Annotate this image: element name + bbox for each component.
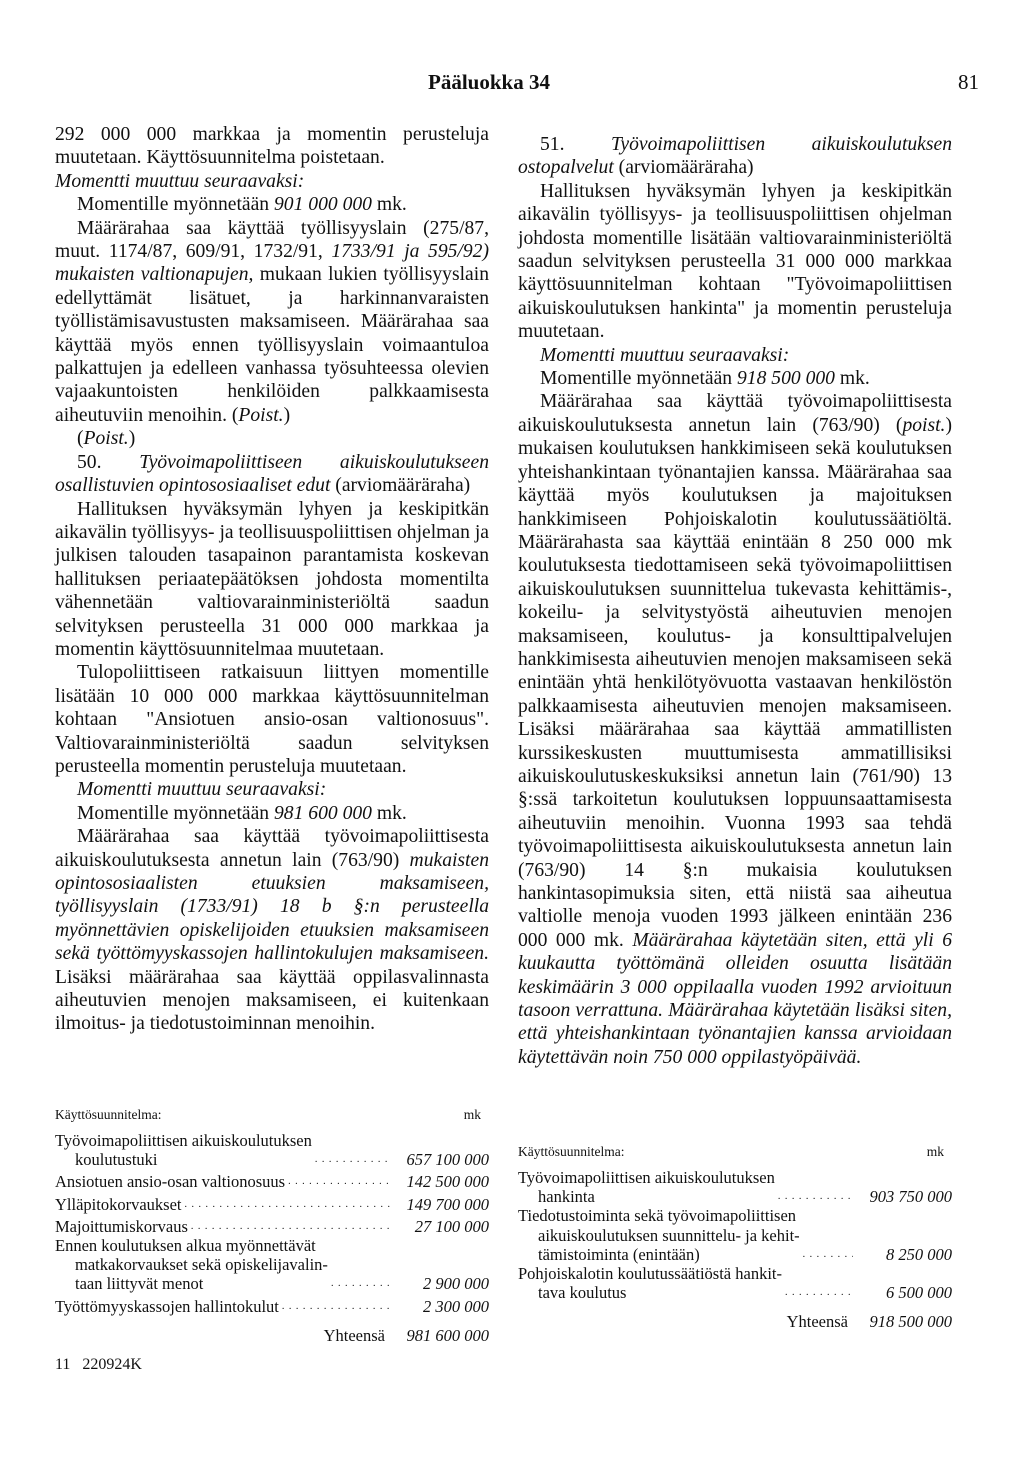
- table-row: Ylläpitokorvaukset . . . 149 700 000: [55, 1192, 489, 1214]
- paragraph: Määrärahaa saa käyttää työllisyyslain (275/87, muut. 1174/87, 609/91, 1732/91, 1733/91 ja 595/92) mukaisten valtionapujen, mukaan lukien työllisyyslain edellyttämät lisätuet, ja harkinnanvaraisten työllistämisavustusten maksamiseen. Määrärahaa saa käyttää myös ennen työllisyyslain voimaantuloa palkattujen ja edelleen vanhassa työsuhteessa olevien vajaakuntoisten henkilöiden palkkaamisesta aiheutuviin menoihin. (Poist.): [55, 217, 489, 426]
- table-row: Pohjoiskalotin koulutussäätiöstä hankit- tava koulutus . . . 6 500 000: [518, 1264, 952, 1302]
- print-code: 11 220924K: [55, 1356, 142, 1373]
- total-label: Yhteensä: [323, 1325, 385, 1345]
- table-row: Ennen koulutuksen alkua myönnettävät matkakorvaukset sekä opiskelijavalin- taan liittyvät menot . . . 2 900 000: [55, 1236, 489, 1294]
- table-heading: [518, 1142, 952, 1168]
- table-row: Työvoimapoliittisen aikuiskoulutuksen hankinta . . . 903 750 000: [518, 1168, 952, 1206]
- subheading: Momentti muuttuu seuraavaksi:: [540, 344, 790, 366]
- right-budget-table: [518, 1142, 952, 1332]
- table-value: 657 100 000: [406, 1150, 489, 1170]
- paragraph: (Poist.): [77, 428, 136, 450]
- page-number: 81: [958, 70, 979, 94]
- left-column: [55, 123, 489, 1036]
- table-value: 142 500 000: [406, 1172, 489, 1192]
- paragraph: Hallituksen hyväksymän lyhyen ja keskipitkän aikavälin työllisyys- ja teollisuuspoliittisen ohjelman johdosta momentille lisätään valtiovarainministeriöltä saadun selvityksen perusteella 31 000 000 markkaa käyttösuunnitelman kohtaan "Työvoimapoliittisen aikuiskoulutuksen hankinta" ja momentin perusteluja muutetaan.: [518, 180, 952, 343]
- table-heading-label: Käyttösuunnitelma:: [518, 1144, 625, 1159]
- table-unit: mk: [926, 1144, 944, 1159]
- table-value: 2 300 000: [423, 1296, 489, 1316]
- left-budget-table: [55, 1105, 489, 1345]
- paragraph: Määrärahaa saa käyttää työvoimapoliittisesta aikuiskoulutuksesta annetun lain (763/90) mukaisten opintososiaalisten etuuksien maksamiseen, työllisyyslain (1733/91) 18 b §:n perusteella myönnettävien opiskelijoiden etuuksien maksamiseen sekä työttömyyskassojen hallintokulujen maksamiseen. Lisäksi määrärahaa saa käyttää oppilasvalinnasta aiheutuvien menojen maksamiseen, ei kuitenkaan ilmoitus- ja tiedotustoiminnan menoihin.: [55, 826, 489, 1035]
- table-total: [518, 1312, 952, 1331]
- table-heading: [55, 1105, 489, 1131]
- table-value: 6 500 000: [886, 1283, 952, 1303]
- table-value: 903 750 000: [869, 1187, 952, 1207]
- table-value: 8 250 000: [886, 1244, 952, 1264]
- total-value: 981 600 000: [406, 1325, 489, 1345]
- appropriation-line: Momentille myönnetään 918 500 000 mk.: [540, 368, 870, 390]
- table-row: Työttömyyskassojen hallintokulut . . . 2 300 000: [55, 1294, 489, 1316]
- paragraph: 292 000 000 markkaa ja momentin perusteluja muutetaan. Käyttösuunnitelma poistetaan.: [55, 124, 489, 169]
- table-value: 2 900 000: [423, 1274, 489, 1294]
- paragraph: Tulopoliittiseen ratkaisuun liittyen momentille lisätään 10 000 000 markkaa käyttösuunnitelman kohtaan "Ansiotuen ansio-osan valtionosuus". Valtiovarainministeriöltä saadun selvityksen perusteella momentin perusteluja muutetaan.: [55, 662, 489, 777]
- running-header-title: Pääluokka 34: [428, 70, 550, 94]
- table-row: Tiedotustoiminta sekä työvoimapoliittisen aikuiskoulutuksen suunnittelu- ja kehit- tämistoiminta (enintään) . . . 8 250 000: [518, 1206, 952, 1264]
- table-unit: mk: [463, 1107, 481, 1122]
- item-heading: 51. Työvoimapoliittisen aikuiskoulutuksen ostopalvelut (arviomääräraha): [518, 134, 952, 179]
- table-value: 27 100 000: [414, 1216, 489, 1236]
- total-label: Yhteensä: [786, 1312, 848, 1332]
- subheading: Momentti muuttuu seuraavaksi:: [55, 170, 305, 192]
- table-value: 149 700 000: [406, 1194, 489, 1214]
- appropriation-line: Momentille myönnetään 981 600 000 mk.: [77, 802, 407, 824]
- table-row: Majoittumiskorvaus . . . 27 100 000: [55, 1214, 489, 1236]
- table-total: [55, 1326, 489, 1345]
- paragraph: Hallituksen hyväksymän lyhyen ja keskipitkän aikavälin työllisyys- ja teollisuuspoliittisen ohjelman ja julkisen talouden tasapainon parantamista koskevan hallituksen periaatepäätöksen johdosta momentilta vähennetään valtiovarainministeriöltä saadun selvityksen perusteella 31 000 000 markkaa ja momentin käyttösuunnitelmaa muutetaan.: [55, 498, 489, 660]
- table-row: Työvoimapoliittisen aikuiskoulutuksen koulutustuki . . . 657 100 000: [55, 1131, 489, 1169]
- item-heading: 50. Työvoimapoliittiseen aikuiskoulutukseen osallistuvien opintososiaaliset edut (arviomääräraha): [55, 451, 489, 497]
- paragraph: Määrärahaa saa käyttää työvoimapoliittisesta aikuiskoulutuksesta annetun lain (763/90) (poist.) mukaisen koulutuksen hankkimiseen sekä koulutuksen yhteishankintaan työnantajien kanssa. Määrärahaa saa käyttää myös koulutuksen ja majoituksen hankkimiseen Pohjoiskalotin koulutussäätiöltä. Määrärahasta saa käyttää enintään 8 250 000 mk koulutuksesta tiedottamiseen sekä työvoimapoliittisen aikuiskoulutuksen suunnittelua tukevasta kehittämis-, kokeilu- ja selvitystyöstä aiheutuvien menojen maksamiseen, koulutus- ja konsulttipalvelujen hankkimisesta aiheutuvien menojen maksamiseen sekä enintään yhtä henkilötyövuotta vastaavan henkilöstön palkkaamisesta aiheutuvien menojen maksamiseen. Lisäksi määrärahaa saa käyttää ammatillisten kurssikeskusten muuttumisesta ammatillisiksi aikuiskoulutuskeskuksiksi annetun lain (761/90) 13 §:ssä tarkoitetun koulutuksen loppuunsaattamisesta aiheutuviin menoihin. Vuonna 1993 saa tehdä työvoimapoliittisesta aikuiskoulutuksesta annetun lain (763/90) 14 §:n mukaisia koulutuksen hankintasopimuksia siten, että niistä saa aiheutua valtiolle menoja vuoden 1993 jälkeen enintään 236 000 000 mk. Määrärahaa käytetään siten, että yli 6 kuukautta työttömänä olleiden osuutta lisätään keskimäärin 3 000 oppilaalla vuoden 1992 arvioituun tasoon verrattuna. Määrärahaa käytetään lisäksi siten, että yhteishankintaan työnantajien kanssa arvioidaan käytettävän noin 750 000 oppilastyöpäivää.: [518, 391, 952, 1068]
- table-row: Ansiotuen ansio-osan valtionosuus . . . 142 500 000: [55, 1169, 489, 1191]
- right-column: [518, 133, 952, 1069]
- subheading: Momentti muuttuu seuraavaksi:: [77, 779, 327, 801]
- table-heading-label: Käyttösuunnitelma:: [55, 1107, 162, 1122]
- appropriation-line: Momentille myönnetään 901 000 000 mk.: [77, 194, 407, 216]
- total-value: 918 500 000: [869, 1312, 952, 1332]
